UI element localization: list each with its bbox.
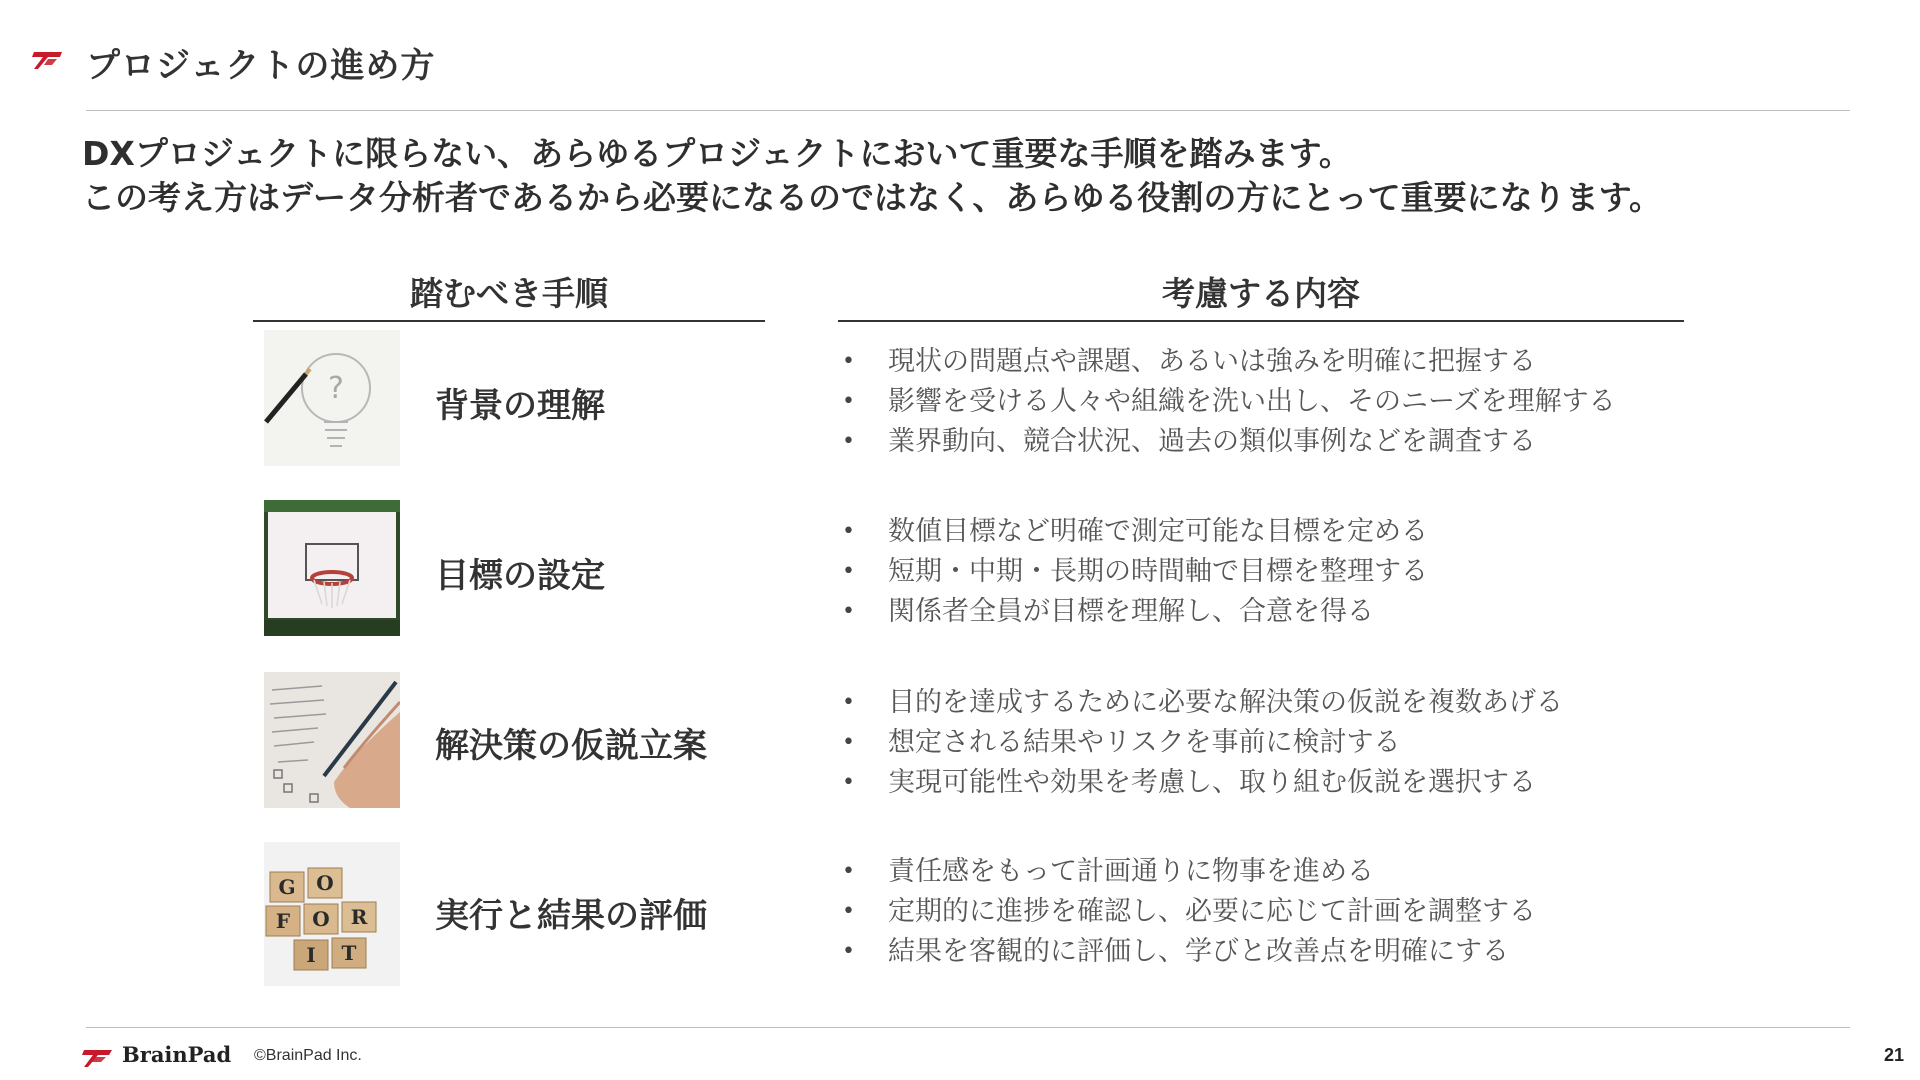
column-rule-content — [838, 320, 1684, 322]
brainpad-mark-icon — [30, 48, 66, 70]
basketball-hoop-photo — [264, 500, 400, 636]
list-item: • 責任感をもって計画通りに物事を進める — [842, 856, 1374, 887]
list-item: • 短期・中期・長期の時間軸で目標を整理する — [842, 556, 1428, 587]
bullet-list-hypothesis — [838, 683, 1563, 803]
bullet-list-background — [838, 342, 1616, 462]
list-item: • 数値目標など明確で測定可能な目標を定める — [842, 516, 1428, 547]
list-item: • 関係者全員が目標を理解し、合意を得る — [842, 596, 1374, 627]
list-item: • 想定される結果やリスクを事前に検討する — [842, 727, 1401, 758]
list-item: • 影響を受ける人々や組織を洗い出し、そのニーズを理解する — [842, 386, 1616, 417]
list-item: • 目的を達成するために必要な解決策の仮説を複数あげる — [842, 687, 1563, 718]
lead-text — [82, 132, 1662, 220]
svg-text:BrainPad: BrainPad — [122, 1042, 232, 1067]
lightbulb-sketch-photo — [264, 330, 400, 466]
bullet-list-goal — [838, 512, 1428, 632]
handwritten-checklist-photo — [264, 672, 400, 808]
copyright-text: ©BrainPad Inc. — [254, 1047, 362, 1064]
tile-letter: G — [278, 875, 296, 899]
lead-line-1: DXプロジェクトに限らない、あらゆるプロジェクトにおいて重要な手順を踏みます。 — [82, 134, 1352, 173]
column-rule-steps — [253, 320, 765, 322]
tile-letter: O — [316, 871, 334, 895]
list-item: • 定期的に進捗を確認し、必要に応じて計画を調整する — [842, 896, 1536, 927]
step-label-goal: 目標の設定 — [435, 556, 605, 596]
page-number: 21 — [1883, 1045, 1904, 1065]
column-header-steps: 踏むべき手順 — [410, 274, 608, 313]
lead-line-2: この考え方はデータ分析者であるから必要になるのではなく、あらゆる役割の方にとって重要になります。 — [82, 178, 1663, 217]
go-for-it-tiles-photo — [264, 842, 400, 986]
list-item: • 結果を客観的に評価し、学びと改善点を明確にする — [842, 936, 1509, 967]
column-header-content: 考慮する内容 — [1162, 274, 1360, 313]
list-item: • 業界動向、競合状況、過去の類似事例などを調査する — [842, 426, 1536, 457]
step-label-background: 背景の理解 — [435, 386, 605, 426]
tile-letter: T — [341, 941, 357, 965]
tile-letter: F — [275, 909, 291, 933]
bullet-list-execution — [838, 852, 1536, 972]
list-item: • 実現可能性や効果を考慮し、取り組む仮説を選択する — [842, 767, 1536, 798]
footer-divider — [86, 1027, 1850, 1028]
tile-letter: I — [306, 943, 316, 967]
brainpad-logo — [82, 1040, 242, 1070]
step-label-hypothesis: 解決策の仮説立案 — [435, 726, 707, 766]
svg-text:?: ? — [328, 371, 344, 406]
tile-letter: R — [350, 905, 368, 929]
list-item: • 現状の問題点や課題、あるいは強みを明確に把握する — [842, 346, 1536, 377]
tile-letter: O — [312, 907, 330, 931]
page-title: プロジェクトの進め方 — [86, 46, 436, 86]
title-divider — [86, 110, 1850, 111]
step-label-execution: 実行と結果の評価 — [435, 896, 707, 936]
